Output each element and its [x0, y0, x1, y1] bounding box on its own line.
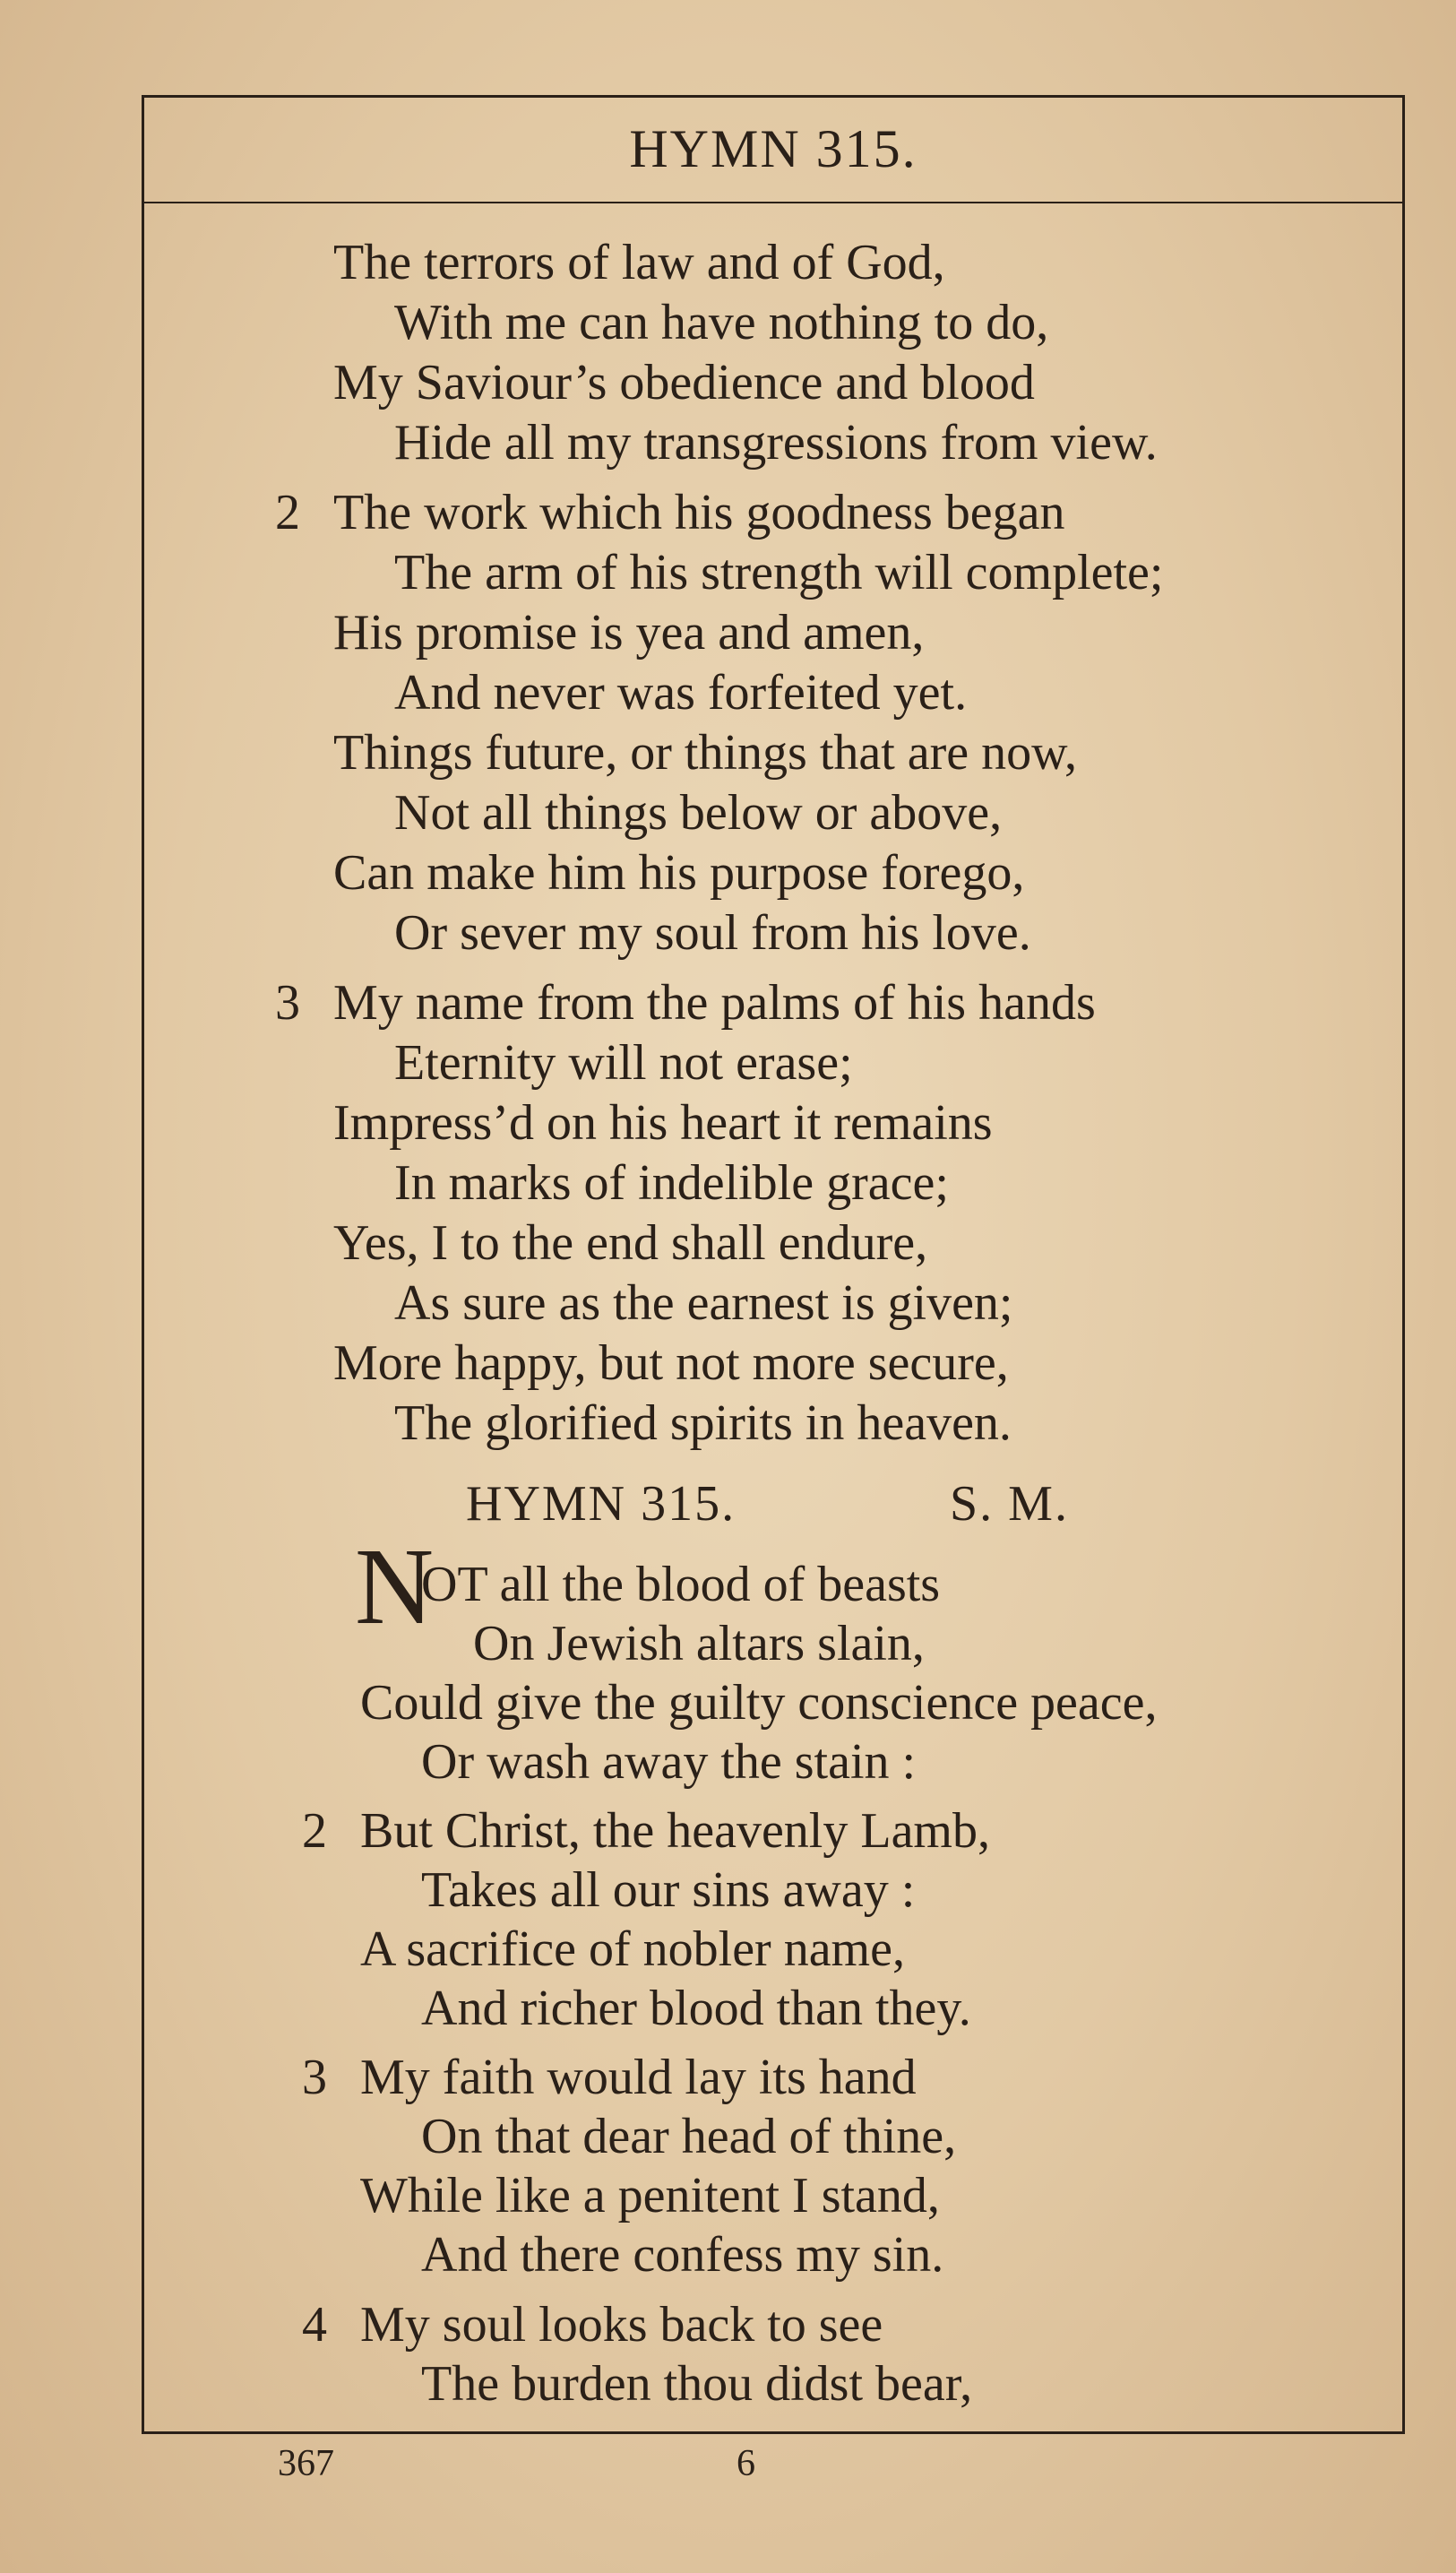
verse-line: His promise is yea and amen,: [333, 605, 925, 661]
verse-line: The arm of his strength will complete;: [394, 545, 1164, 600]
verse-line: But Christ, the heavenly Lamb,: [360, 1803, 990, 1859]
stanza-number: 3: [275, 975, 300, 1031]
verse-line: My name from the palms of his hands: [333, 975, 1096, 1031]
verse-line: Takes all our sins away :: [421, 1862, 916, 1918]
verse-line: Impress’d on his heart it remains: [333, 1095, 993, 1151]
verse-line: Things future, or things that are now,: [333, 725, 1077, 781]
verse-line: And there confess my sin.: [421, 2227, 944, 2283]
verse-line: The burden thou didst bear,: [421, 2356, 973, 2412]
verse-line: In marks of indelible grace;: [394, 1155, 949, 1211]
verse-line: More happy, but not more secure,: [333, 1335, 1009, 1391]
stanza-number: 3: [302, 2050, 327, 2105]
stanza-number: 2: [302, 1803, 327, 1859]
verse-line: The terrors of law and of God,: [333, 235, 945, 290]
verse-line: The work which his goodness began: [333, 485, 1065, 540]
verse-line: Hide all my transgressions from view.: [394, 415, 1158, 471]
verse-line: My Saviour’s obedience and blood: [333, 355, 1035, 410]
page-number: 367: [278, 2443, 334, 2484]
stanza-number: 2: [275, 485, 300, 540]
verse-line: OT all the blood of beasts: [421, 1557, 941, 1612]
verse-line: And never was forfeited yet.: [394, 665, 968, 721]
hymn-title: HYMN 315.: [466, 1476, 737, 1532]
running-head: HYMN 315.: [629, 119, 918, 178]
verse-line: Can make him his purpose forego,: [333, 845, 1025, 901]
hymn-meter: S. M.: [950, 1476, 1069, 1532]
signature-mark: 6: [737, 2443, 755, 2484]
verse-line: My soul looks back to see: [360, 2297, 883, 2353]
header-rule: [142, 202, 1405, 203]
verse-line: Yes, I to the end shall endure,: [333, 1215, 928, 1271]
verse-line: On Jewish altars slain,: [473, 1616, 925, 1671]
verse-line: Not all things below or above,: [394, 785, 1003, 841]
verse-line: A sacrifice of nobler name,: [360, 1921, 905, 1977]
stanza-number: 4: [302, 2297, 327, 2353]
verse-line: Or wash away the stain :: [421, 1734, 917, 1790]
verse-line: With me can have nothing to do,: [394, 295, 1049, 350]
verse-line: Eternity will not erase;: [394, 1035, 853, 1091]
drop-cap: N: [355, 1526, 435, 1647]
verse-line: While like a penitent I stand,: [360, 2168, 940, 2223]
verse-line: Or sever my soul from his love.: [394, 905, 1031, 961]
verse-line: Could give the guilty conscience peace,: [360, 1675, 1158, 1731]
verse-line: On that dear head of thine,: [421, 2109, 957, 2164]
verse-line: The glorified spirits in heaven.: [394, 1395, 1012, 1451]
verse-line: As sure as the earnest is given;: [394, 1275, 1013, 1331]
verse-line: And richer blood than they.: [421, 1981, 971, 2036]
verse-line: My faith would lay its hand: [360, 2050, 917, 2105]
